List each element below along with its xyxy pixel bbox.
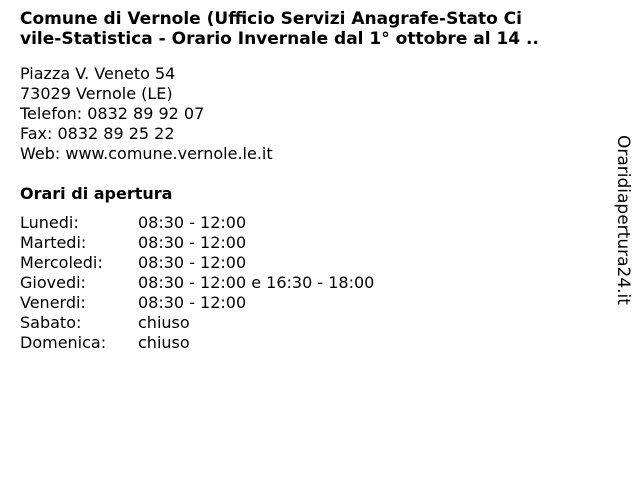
fax-number: Fax: 0832 89 25 22 <box>20 124 175 143</box>
time-value: chiuso <box>138 313 190 332</box>
day-label: Giovedi: <box>20 273 86 292</box>
time-value: 08:30 - 12:00 e 16:30 - 18:00 <box>138 273 375 292</box>
day-label: Mercoledi: <box>20 253 103 272</box>
city-address: 73029 Vernole (LE) <box>20 84 173 103</box>
day-label: Lunedi: <box>20 213 79 232</box>
time-value: 08:30 - 12:00 <box>138 213 247 232</box>
time-value: 08:30 - 12:00 <box>138 293 247 312</box>
day-label: Domenica: <box>20 333 107 352</box>
time-value: chiuso <box>138 333 190 352</box>
page-title <box>20 9 638 49</box>
phone-number: Telefon: 0832 89 92 07 <box>20 104 205 123</box>
time-value: 08:30 - 12:00 <box>138 253 247 272</box>
site-watermark <box>610 135 636 310</box>
street-address: Piazza V. Veneto 54 <box>20 64 176 83</box>
time-value: 08:30 - 12:00 <box>138 233 247 252</box>
address-block <box>20 64 273 164</box>
day-label: Venerdi: <box>20 293 86 312</box>
page-title-line-2: vile-Statistica - Orario Invernale dal 1° ottobre al 14 .. <box>20 29 539 49</box>
opening-hours-heading: Orari di apertura <box>20 184 173 203</box>
site-watermark-text: Oraridiapertura24.it <box>613 135 633 305</box>
page-title-line-1: Comune di Vernole (Ufficio Servizi Anagrafe-Stato Ci <box>20 9 522 29</box>
day-label: Martedi: <box>20 233 87 252</box>
website: Web: www.comune.vernole.le.it <box>20 144 273 163</box>
day-label: Sabato: <box>20 313 82 332</box>
